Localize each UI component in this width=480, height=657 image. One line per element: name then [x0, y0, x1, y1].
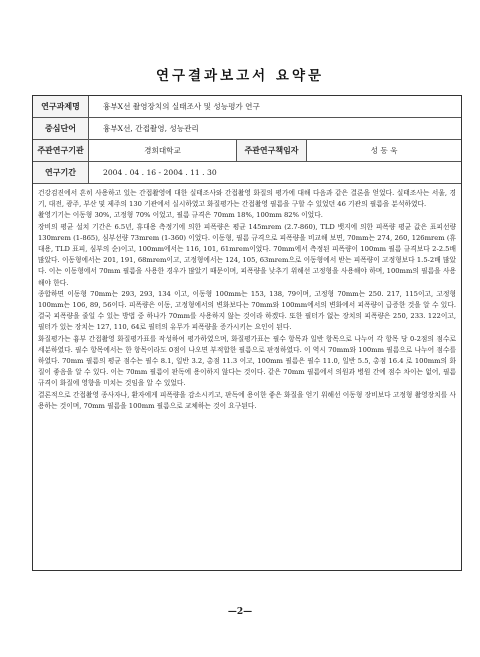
keywords-value: 흉부X선, 간접촬영, 성능관리: [103, 124, 199, 133]
body-paragraph: 화질평가는 흉부 간접촬영 화질평가표를 작성하여 평가하였으며, 화질평가표는 필수 항목과 일반 항목으로 나누어 각 항목 당 0-2점의 점수로 세분하였다. 필수 항목에서는 한 항목이라도 0점이 나오면 부적합한 필름으로 판정하였다. 이 역시 70mm와 100mm 필름으로 나누어 점수를 하였다. 70mm 필름의 평균 점수는 필수 8.1, 일반 3.2, 총점 11.3 이고, 100mm 필름은 필수 11.0, 일반 5.5, 총점 16.4 로 100mm의 화질이 좋음을 알 수 있다. 이는 70mm 필름이 판독에 용이하지 않다는 것이다. 같은 70mm 필름에서 의원과 병원 간에 점수 차이는 없어, 필름 규격이 화질에 영향을 미치는 것임을 알 수 있었다.: [38, 334, 456, 388]
institution-value: 경희대학교: [89, 140, 237, 161]
page-title: 연구결과보고서 요약문: [155, 68, 325, 84]
project-title-value: 흉부X선 촬영장치의 실태조사 및 성능평가 연구: [103, 102, 260, 111]
page-number: —2—: [227, 607, 253, 617]
summary-table: [32, 95, 462, 571]
project-title-label: 연구과제명: [33, 96, 89, 117]
period-value: 2004 . 04 . 16 - 2004 . 11 . 30: [103, 168, 217, 177]
institution-label: 주관연구기관: [33, 140, 89, 161]
summary-body: [33, 184, 461, 570]
institution-row: [33, 140, 461, 162]
period-row: [33, 162, 461, 184]
period-label: 연구기간: [33, 162, 89, 183]
body-paragraph: 장비의 평균 설치 기간은 6.5년, 휴대용 측정기에 의한 피폭량은 평균 145mrem (2.7-860), TLD 뱃지에 의한 피폭량 평균 값은 표피선량 130mrem (1-865), 심부선량 73mrem (1-360) 이었다. 이동형, 필름 규격으로 피폭량을 비교해 보면, 70mm는 274, 260, 126mrem (휴대용, TLD 표피, 심부의 순)이고, 100mm에서는 116, 101, 61mrem이었다. 70mm에서 측정된 피폭량이 100mm 필름 규격보다 2-2.5배 많았다. 이동형에서는 201, 191, 68mrem이고, 고정형에서는 124, 105, 63mrem으로 이동형에서 받는 피폭량이 고정형보다 1.5-2배 많았다. 이는 이동형에서 70mm 필름을 사용한 경우가 많았기 때문이며, 피폭량을 낮추기 위해선 고정형을 사용해야 하며, 100mm의 필름을 사용해야 한다.: [38, 222, 456, 287]
researcher-value: 성 동 욱: [370, 146, 398, 155]
keywords-label: 중심단어: [33, 118, 89, 139]
researcher-label: 주관연구책임자: [237, 140, 307, 161]
keywords-row: [33, 118, 461, 140]
body-paragraph: 종합하면 이동형 70mm는 293, 293, 134 이고, 이동형 100mm는 153, 138, 79이며, 고정형 70mm는 250. 217, 115이고, 고정형 100mm는 106, 89, 56이다. 피폭량은 이동, 고정형에서의 변화보다는 70mm와 100mm에서의 변화에서 피폭량이 급증한 것을 알 수 있다. 결국 피폭량을 줄일 수 있는 방법 중 하나가 70mm를 사용하지 않는 것이라 하겠다. 또한 필터가 없는 장치의 피폭량은 250, 233. 122이고, 필터가 있는 장치는 127, 110, 64로 필터의 유무가 피폭량을 증가시키는 요인이 된다.: [38, 289, 456, 332]
body-paragraph: 결론적으로 간접촬영 종사자나, 환자에게 피폭량을 감소시키고, 판독에 용이한 좋은 화질을 얻기 위해선 이동형 장비보다 고정형 촬영장치를 사용하는 것이며, 70mm 필름을 100mm 필름으로 교체하는 것이 요구된다.: [38, 390, 456, 410]
body-paragraph: 건강검진에서 흔히 사용하고 있는 간접촬영에 대한 실태조사와 간접촬영 화질의 평가에 대해 다음과 같은 결론을 얻었다. 실태조사는 서울, 경기, 대전, 광주, 부산 및 제주의 130 기관에서 실시하였고 화질평가는 간접촬영 필름을 구할 수 있었던 46 기관의 필름을 분석하였다.: [38, 189, 456, 209]
project-title-row: [33, 96, 461, 118]
body-paragraph: 촬영기기는 이동형 30%, 고정형 70% 이었고, 필름 규격은 70mm 18%, 100mm 82% 이었다.: [38, 211, 323, 220]
